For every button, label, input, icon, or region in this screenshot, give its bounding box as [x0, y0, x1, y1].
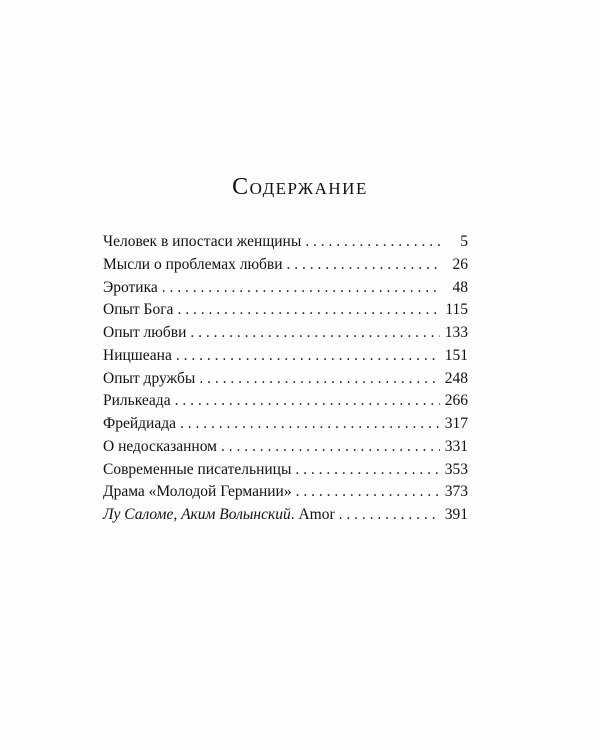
toc-page-number: 266 [444, 392, 468, 410]
toc-entry [103, 459, 468, 482]
toc-page-number: 133 [444, 324, 468, 341]
toc-entry [103, 231, 468, 254]
dot-leader [305, 231, 440, 253]
toc-page-number: 391 [444, 506, 468, 523]
toc-entry-title: О недосказанном [103, 437, 217, 455]
toc-entry-title: Мысли о проблемах любви [103, 255, 283, 273]
toc-page-number: 373 [444, 483, 468, 501]
toc-page-number: 353 [444, 460, 468, 478]
toc-entry-title-rest: . Amor [290, 506, 335, 523]
dot-leader [175, 390, 440, 412]
toc-entry-title: Драма «Молодой Германии» [103, 483, 292, 501]
toc-entry-title [103, 504, 335, 526]
dot-leader [221, 436, 440, 458]
dot-leader [296, 481, 440, 503]
toc-page-number: 317 [444, 415, 468, 432]
toc-entry [103, 254, 468, 277]
toc-entry [103, 436, 468, 459]
toc-entry [103, 481, 468, 504]
dot-leader [339, 504, 440, 526]
toc-entry [103, 390, 468, 413]
toc-entry [103, 299, 468, 322]
toc-entry-title: Ницшеана [103, 346, 172, 364]
dot-leader [177, 299, 440, 321]
toc-entry [103, 504, 468, 527]
toc-entry [103, 277, 468, 300]
dot-leader [295, 459, 440, 481]
dot-leader [287, 254, 440, 276]
toc-entry-authors: Лу Саломе, Аким Волынский [103, 506, 291, 523]
toc-page-number: 26 [452, 255, 468, 273]
toc-entry-title: Опыт любви [103, 324, 187, 341]
page-title: Содержание [232, 174, 368, 201]
toc-entry-title: Опыт дружбы [103, 369, 196, 387]
toc-entry-title: Человек в ипостаси женщины [103, 233, 302, 250]
toc-entry-title: Рилькеада [103, 392, 171, 410]
toc-entry [103, 413, 468, 436]
toc-page-number: 5 [460, 233, 468, 250]
dot-leader [162, 277, 440, 299]
toc-page-number: 48 [452, 278, 468, 296]
toc-entry-title: Опыт Бога [103, 301, 174, 319]
toc-page-number: 151 [444, 346, 468, 364]
toc-entry-title: Эротика [103, 278, 158, 296]
toc-entry [103, 345, 468, 368]
dot-leader [176, 345, 440, 367]
toc-entry [103, 368, 468, 391]
dot-leader [199, 368, 440, 390]
dot-leader [180, 413, 440, 435]
toc-page-number: 248 [444, 369, 468, 387]
toc-entry-title: Современные писательницы [103, 460, 292, 478]
table-of-contents [103, 231, 468, 527]
toc-entry-title: Фрейдиада [103, 415, 176, 432]
dot-leader [190, 322, 440, 344]
toc-page-number: 115 [445, 301, 468, 319]
toc-page-number: 331 [444, 437, 468, 455]
toc-entry [103, 322, 468, 345]
